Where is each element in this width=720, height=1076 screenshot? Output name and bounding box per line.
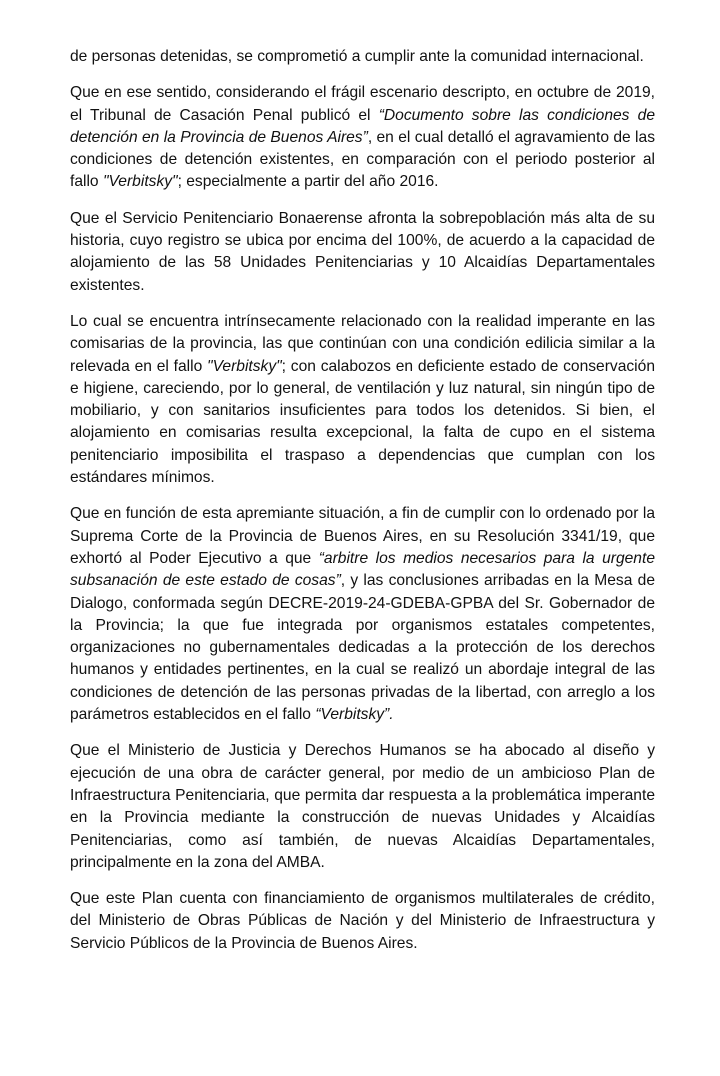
text-segment: ; con calabozos en deficiente estado de conservación e higiene, careciendo, por lo general, de ventilación y luz natural, sin ningún tipo de mobiliario, y con sanitarios insuficientes para todos los detenidos. Si bien, el alojamiento en comisarias resulta excepcional, la falta de cupo en el sistema penitenciario imposibilita el traspaso a dependencias que cumplan con los estándares mínimos.: [70, 357, 655, 487]
text-segment: , y las conclusiones arribadas en la Mesa de Dialogo, conformada según DECRE-2019-24-GDEBA-GPBA del Sr. Gobernador de la Provincia; la que fue integrada por organismos estatales competentes, organizaciones no gubernamentales dedicadas a la protección de los derechos humanos y entidades pertinentes, en la cual se realizó un abordaje integral de las condiciones de detención de las personas privadas de la libertad, con arreglo a los parámetros establecidos en el fallo: [70, 572, 656, 724]
text-segment: Que el Ministerio de Justicia y Derechos Humanos se ha abocado al diseño y ejecución de una obra de carácter general, por medio de un ambicioso Plan de Infraestructura Penitenciaria, que permita dar respuesta a la problemática imperante en la Provincia mediante la construcción de nuevas Unidades y Alcaidías Penitenciarias, como así también, de nuevas Alcaidías Departamentales, principalmente en la zona del AMBA.: [70, 742, 655, 871]
text-segment: Lo cual se encuentra intrínsecamente relacionado con la realidad imperante en las comisarias de la provincia, las que continúan con una condición edilicia similar a la relevada en el fallo: [70, 312, 655, 375]
italic-text-segment: “Documento sobre las condiciones de detención en la Provincia de Buenos Aires”: [70, 106, 655, 146]
italic-text-segment: “Verbitsky”.: [315, 706, 394, 724]
text-segment: Que en ese sentido, considerando el frágil escenario descripto, en octubre de 2019, el Tribunal de Casación Penal publicó el: [70, 84, 655, 124]
text-segment: Que el Servicio Penitenciario Bonaerense afronta la sobrepoblación más alta de su historia, cuyo registro se ubica por encima del 100%, de acuerdo a la capacidad de alojamiento de las 58 Unidades Penitenciarias y 10 Alcaidías Departamentales existentes.: [70, 209, 655, 294]
paragraph-7: [70, 888, 655, 955]
text-segment: Que en función de esta apremiante situación, a fin de cumplir con lo ordenado por la Suprema Corte de la Provincia de Buenos Aires, en su Resolución 3341/19, que exhortó al Poder Ejecutivo a que: [70, 505, 655, 567]
paragraph-5: [70, 503, 655, 726]
italic-text-segment: "Verbitsky": [207, 357, 282, 375]
paragraph-1: [70, 46, 655, 68]
paragraph-4: [70, 311, 655, 489]
text-segment: de personas detenidas, se comprometió a cumplir ante la comunidad internacional.: [70, 48, 644, 65]
paragraph-6: [70, 740, 655, 874]
paragraph-2: [70, 82, 655, 193]
paragraph-3: [70, 208, 655, 297]
italic-text-segment: “arbitre los medios necesarios para la urgente subsanación de este estado de cosas”: [70, 549, 655, 590]
text-segment: , en el cual detalló el agravamiento de las condiciones de detención existentes, en comparación con el periodo posterior al fallo: [70, 128, 655, 191]
italic-text-segment: "Verbitsky": [102, 173, 178, 191]
document-page: [70, 46, 655, 969]
text-segment: Que este Plan cuenta con financiamiento de organismos multilaterales de crédito, del Ministerio de Obras Públicas de Nación y del Ministerio de Infraestructura y Servicio Públicos de la Provincia de Buenos Aires.: [70, 890, 655, 952]
text-segment: ; especialmente a partir del año 2016.: [177, 173, 439, 191]
